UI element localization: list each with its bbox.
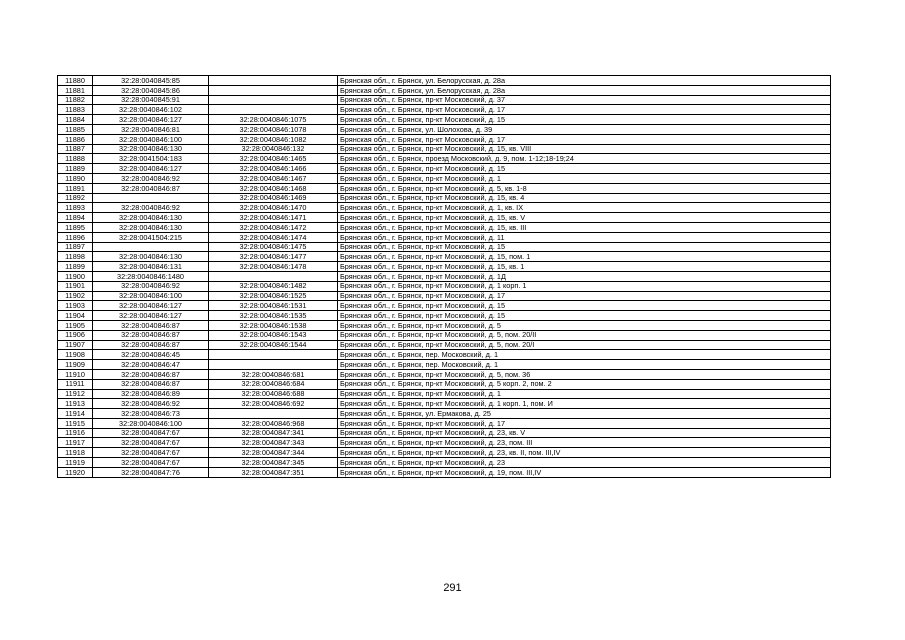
row-number-cell: 11902	[58, 291, 93, 301]
table-row	[58, 438, 831, 448]
related-cadastral-number-cell: 32:28:0040846:1465	[209, 154, 338, 164]
cadastral-number-cell: 32:28:0040846:92	[93, 173, 209, 183]
table-row	[58, 389, 831, 399]
address-cell: Брянская обл., г. Брянск, ул. Ермакова, д. 25	[338, 409, 831, 419]
table-row	[58, 213, 831, 223]
row-number-cell: 11899	[58, 262, 93, 272]
table-row	[58, 291, 831, 301]
address-cell: Брянская обл., г. Брянск, ул. Шолохова, д. 39	[338, 124, 831, 134]
table-row	[58, 242, 831, 252]
row-number-cell: 11894	[58, 213, 93, 223]
address-cell: Брянская обл., г. Брянск, пр-кт Московский, д. 1 корп. 1	[338, 281, 831, 291]
address-cell: Брянская обл., г. Брянск, пр-кт Московский, д. 19, пом. III,IV	[338, 467, 831, 477]
table-row	[58, 301, 831, 311]
related-cadastral-number-cell: 32:28:0040846:132	[209, 144, 338, 154]
related-cadastral-number-cell: 32:28:0040846:684	[209, 379, 338, 389]
cadastral-number-cell: 32:28:0040846:92	[93, 203, 209, 213]
related-cadastral-number-cell	[209, 409, 338, 419]
cadastral-number-cell: 32:28:0040846:102	[93, 105, 209, 115]
row-number-cell: 11913	[58, 399, 93, 409]
related-cadastral-number-cell: 32:28:0040847:351	[209, 467, 338, 477]
table-row	[58, 330, 831, 340]
address-cell: Брянская обл., г. Брянск, пр-кт Московский, д. 15	[338, 164, 831, 174]
table-row	[58, 183, 831, 193]
table-row	[58, 311, 831, 321]
table-row	[58, 281, 831, 291]
table-row	[58, 115, 831, 125]
table-row	[58, 360, 831, 370]
address-cell: Брянская обл., г. Брянск, проезд Московский, д. 9, пом. 1-12;18-19;24	[338, 154, 831, 164]
related-cadastral-number-cell	[209, 360, 338, 370]
address-cell: Брянская обл., г. Брянск, пр-кт Московский, д. 1Д	[338, 271, 831, 281]
row-number-cell: 11898	[58, 252, 93, 262]
related-cadastral-number-cell: 32:28:0040846:1468	[209, 183, 338, 193]
cadastral-number-cell: 32:28:0040846:100	[93, 134, 209, 144]
related-cadastral-number-cell: 32:28:0040846:1531	[209, 301, 338, 311]
cadastral-number-cell: 32:28:0040845:91	[93, 95, 209, 105]
row-number-cell: 11918	[58, 448, 93, 458]
address-cell: Брянская обл., г. Брянск, пр-кт Московский, д. 1	[338, 173, 831, 183]
related-cadastral-number-cell: 32:28:0040847:344	[209, 448, 338, 458]
related-cadastral-number-cell: 32:28:0040846:692	[209, 399, 338, 409]
table-row	[58, 271, 831, 281]
related-cadastral-number-cell	[209, 95, 338, 105]
row-number-cell: 11912	[58, 389, 93, 399]
related-cadastral-number-cell: 32:28:0040846:1482	[209, 281, 338, 291]
table-row	[58, 105, 831, 115]
address-cell: Брянская обл., г. Брянск, пр-кт Московский, д. 17	[338, 418, 831, 428]
address-cell: Брянская обл., г. Брянск, пр-кт Московский, д. 15, кв. VIII	[338, 144, 831, 154]
table-row	[58, 320, 831, 330]
cadastral-number-cell: 32:28:0040846:92	[93, 399, 209, 409]
related-cadastral-number-cell: 32:28:0040846:688	[209, 389, 338, 399]
related-cadastral-number-cell: 32:28:0040846:1471	[209, 213, 338, 223]
row-number-cell: 11880	[58, 76, 93, 86]
cadastral-number-cell: 32:28:0040846:81	[93, 124, 209, 134]
cadastral-number-cell: 32:28:0040846:87	[93, 330, 209, 340]
row-number-cell: 11883	[58, 105, 93, 115]
cadastral-number-cell: 32:28:0040846:87	[93, 369, 209, 379]
related-cadastral-number-cell: 32:28:0040846:1469	[209, 193, 338, 203]
table-row	[58, 409, 831, 419]
address-cell: Брянская обл., г. Брянск, пр-кт Московский, д. 11	[338, 232, 831, 242]
table-row	[58, 467, 831, 477]
address-cell: Брянская обл., г. Брянск, пр-кт Московский, д. 23, пом. III	[338, 438, 831, 448]
row-number-cell: 11889	[58, 164, 93, 174]
address-cell: Брянская обл., г. Брянск, пр-кт Московский, д. 5, пом. 20/I	[338, 340, 831, 350]
row-number-cell: 11884	[58, 115, 93, 125]
related-cadastral-number-cell: 32:28:0040846:1478	[209, 262, 338, 272]
cadastral-number-cell: 32:28:0040847:67	[93, 438, 209, 448]
cadastral-number-cell: 32:28:0041504:215	[93, 232, 209, 242]
row-number-cell: 11916	[58, 428, 93, 438]
address-cell: Брянская обл., г. Брянск, пр-кт Московский, д. 5	[338, 320, 831, 330]
table-row	[58, 203, 831, 213]
table-row	[58, 222, 831, 232]
row-number-cell: 11897	[58, 242, 93, 252]
cadastral-number-cell: 32:28:0041504:183	[93, 154, 209, 164]
address-cell: Брянская обл., г. Брянск, пр-кт Московский, д. 15	[338, 311, 831, 321]
table-row	[58, 428, 831, 438]
address-cell: Брянская обл., г. Брянск, пр-кт Московский, д. 17	[338, 291, 831, 301]
cadastral-number-cell	[93, 242, 209, 252]
address-cell: Брянская обл., г. Брянск, пр-кт Московский, д. 15, кв. 1	[338, 262, 831, 272]
row-number-cell: 11891	[58, 183, 93, 193]
related-cadastral-number-cell: 32:28:0040846:681	[209, 369, 338, 379]
related-cadastral-number-cell	[209, 85, 338, 95]
address-cell: Брянская обл., г. Брянск, пр-кт Московский, д. 37	[338, 95, 831, 105]
address-cell: Брянская обл., г. Брянск, пр-кт Московский, д. 23	[338, 458, 831, 468]
cadastral-number-cell: 32:28:0040846:130	[93, 144, 209, 154]
related-cadastral-number-cell: 32:28:0040846:1535	[209, 311, 338, 321]
cadastral-number-cell: 32:28:0040845:86	[93, 85, 209, 95]
table-row	[58, 252, 831, 262]
table-row	[58, 458, 831, 468]
related-cadastral-number-cell: 32:28:0040847:343	[209, 438, 338, 448]
cadastral-number-cell: 32:28:0040847:67	[93, 428, 209, 438]
row-number-cell: 11920	[58, 467, 93, 477]
related-cadastral-number-cell: 32:28:0040847:341	[209, 428, 338, 438]
row-number-cell: 11919	[58, 458, 93, 468]
row-number-cell: 11900	[58, 271, 93, 281]
cadastral-number-cell: 32:28:0040846:47	[93, 360, 209, 370]
related-cadastral-number-cell: 32:28:0040846:968	[209, 418, 338, 428]
cadastral-number-cell: 32:28:0040845:85	[93, 76, 209, 86]
related-cadastral-number-cell: 32:28:0040846:1544	[209, 340, 338, 350]
address-cell: Брянская обл., г. Брянск, пр-кт Московский, д. 15, кв. III	[338, 222, 831, 232]
cadastral-number-cell: 32:28:0040846:130	[93, 252, 209, 262]
table-row	[58, 399, 831, 409]
registry-table	[57, 75, 831, 478]
row-number-cell: 11909	[58, 360, 93, 370]
address-cell: Брянская обл., г. Брянск, ул. Белорусская, д. 28а	[338, 85, 831, 95]
row-number-cell: 11905	[58, 320, 93, 330]
table-row	[58, 95, 831, 105]
cadastral-number-cell: 32:28:0040847:76	[93, 467, 209, 477]
table-row	[58, 232, 831, 242]
row-number-cell: 11904	[58, 311, 93, 321]
related-cadastral-number-cell: 32:28:0040846:1078	[209, 124, 338, 134]
cadastral-number-cell: 32:28:0040846:127	[93, 301, 209, 311]
table-row	[58, 164, 831, 174]
address-cell: Брянская обл., г. Брянск, пр-кт Московский, д. 15	[338, 301, 831, 311]
address-cell: Брянская обл., г. Брянск, пр-кт Московский, д. 1, кв. IX	[338, 203, 831, 213]
table-row	[58, 369, 831, 379]
cadastral-number-cell: 32:28:0040846:87	[93, 320, 209, 330]
table-row	[58, 76, 831, 86]
row-number-cell: 11903	[58, 301, 93, 311]
address-cell: Брянская обл., г. Брянск, пр-кт Московский, д. 5, кв. 1-8	[338, 183, 831, 193]
table-row	[58, 144, 831, 154]
address-cell: Брянская обл., г. Брянск, пр-кт Московский, д. 17	[338, 105, 831, 115]
table-row	[58, 85, 831, 95]
cadastral-number-cell: 32:28:0040846:127	[93, 164, 209, 174]
row-number-cell: 11908	[58, 350, 93, 360]
cadastral-number-cell: 32:28:0040846:87	[93, 340, 209, 350]
related-cadastral-number-cell: 32:28:0040846:1525	[209, 291, 338, 301]
address-cell: Брянская обл., г. Брянск, пр-кт Московский, д. 15	[338, 242, 831, 252]
related-cadastral-number-cell: 32:28:0040846:1477	[209, 252, 338, 262]
related-cadastral-number-cell	[209, 271, 338, 281]
address-cell: Брянская обл., г. Брянск, пр-кт Московский, д. 1 корп. 1, пом. И	[338, 399, 831, 409]
address-cell: Брянская обл., г. Брянск, пер. Московский, д. 1	[338, 350, 831, 360]
address-cell: Брянская обл., г. Брянск, пр-кт Московский, д. 15, кв. V	[338, 213, 831, 223]
related-cadastral-number-cell: 32:28:0040846:1543	[209, 330, 338, 340]
row-number-cell: 11885	[58, 124, 93, 134]
row-number-cell: 11895	[58, 222, 93, 232]
row-number-cell: 11890	[58, 173, 93, 183]
address-cell: Брянская обл., г. Брянск, пр-кт Московский, д. 15, пом. 1	[338, 252, 831, 262]
address-cell: Брянская обл., г. Брянск, пр-кт Московский, д. 15	[338, 115, 831, 125]
table-row	[58, 448, 831, 458]
address-cell: Брянская обл., г. Брянск, пр-кт Московский, д. 5, пом. 20/II	[338, 330, 831, 340]
table-row	[58, 379, 831, 389]
cadastral-number-cell: 32:28:0040846:131	[93, 262, 209, 272]
row-number-cell: 11893	[58, 203, 93, 213]
table-row	[58, 350, 831, 360]
row-number-cell: 11896	[58, 232, 93, 242]
address-cell: Брянская обл., г. Брянск, пер. Московский, д. 1	[338, 360, 831, 370]
cadastral-number-cell: 32:28:0040847:67	[93, 448, 209, 458]
table-row	[58, 124, 831, 134]
cadastral-number-cell: 32:28:0040846:73	[93, 409, 209, 419]
cadastral-number-cell: 32:28:0040846:100	[93, 418, 209, 428]
address-cell: Брянская обл., г. Брянск, ул. Белорусская, д. 28а	[338, 76, 831, 86]
related-cadastral-number-cell: 32:28:0040847:345	[209, 458, 338, 468]
row-number-cell: 11892	[58, 193, 93, 203]
address-cell: Брянская обл., г. Брянск, пр-кт Московский, д. 23, кв. II, пом. III,IV	[338, 448, 831, 458]
address-cell: Брянская обл., г. Брянск, пр-кт Московский, д. 15, кв. 4	[338, 193, 831, 203]
related-cadastral-number-cell: 32:28:0040846:1082	[209, 134, 338, 144]
related-cadastral-number-cell: 32:28:0040846:1467	[209, 173, 338, 183]
cadastral-number-cell: 32:28:0040846:100	[93, 291, 209, 301]
row-number-cell: 11901	[58, 281, 93, 291]
cadastral-number-cell: 32:28:0040846:87	[93, 183, 209, 193]
cadastral-number-cell: 32:28:0040846:87	[93, 379, 209, 389]
cadastral-number-cell	[93, 193, 209, 203]
related-cadastral-number-cell	[209, 105, 338, 115]
row-number-cell: 11910	[58, 369, 93, 379]
related-cadastral-number-cell: 32:28:0040846:1470	[209, 203, 338, 213]
cadastral-number-cell: 32:28:0040846:127	[93, 311, 209, 321]
related-cadastral-number-cell: 32:28:0040846:1538	[209, 320, 338, 330]
row-number-cell: 11887	[58, 144, 93, 154]
related-cadastral-number-cell: 32:28:0040846:1472	[209, 222, 338, 232]
related-cadastral-number-cell: 32:28:0040846:1475	[209, 242, 338, 252]
related-cadastral-number-cell	[209, 76, 338, 86]
related-cadastral-number-cell: 32:28:0040846:1474	[209, 232, 338, 242]
address-cell: Брянская обл., г. Брянск, пр-кт Московский, д. 1	[338, 389, 831, 399]
row-number-cell: 11906	[58, 330, 93, 340]
table-row	[58, 193, 831, 203]
address-cell: Брянская обл., г. Брянск, пр-кт Московский, д. 17	[338, 134, 831, 144]
row-number-cell: 11881	[58, 85, 93, 95]
table-row	[58, 418, 831, 428]
related-cadastral-number-cell	[209, 350, 338, 360]
address-cell: Брянская обл., г. Брянск, пр-кт Московский, д. 5, пом. 36	[338, 369, 831, 379]
related-cadastral-number-cell: 32:28:0040846:1466	[209, 164, 338, 174]
row-number-cell: 11888	[58, 154, 93, 164]
address-cell: Брянская обл., г. Брянск, пр-кт Московский, д. 23, кв. V	[338, 428, 831, 438]
table-row	[58, 262, 831, 272]
table-row	[58, 134, 831, 144]
cadastral-number-cell: 32:28:0040846:89	[93, 389, 209, 399]
related-cadastral-number-cell: 32:28:0040846:1075	[209, 115, 338, 125]
cadastral-number-cell: 32:28:0040846:45	[93, 350, 209, 360]
registry-table-body	[58, 76, 831, 478]
address-cell: Брянская обл., г. Брянск, пр-кт Московский, д. 5 корп. 2, пом. 2	[338, 379, 831, 389]
row-number-cell: 11915	[58, 418, 93, 428]
cadastral-number-cell: 32:28:0040846:130	[93, 213, 209, 223]
cadastral-number-cell: 32:28:0040846:127	[93, 115, 209, 125]
row-number-cell: 11882	[58, 95, 93, 105]
row-number-cell: 11886	[58, 134, 93, 144]
cadastral-number-cell: 32:28:0040847:67	[93, 458, 209, 468]
table-row	[58, 340, 831, 350]
cadastral-number-cell: 32:28:0040846:1480	[93, 271, 209, 281]
row-number-cell: 11907	[58, 340, 93, 350]
row-number-cell: 11914	[58, 409, 93, 419]
cadastral-number-cell: 32:28:0040846:92	[93, 281, 209, 291]
row-number-cell: 11917	[58, 438, 93, 448]
cadastral-number-cell: 32:28:0040846:130	[93, 222, 209, 232]
page-number: 291	[443, 582, 462, 594]
table-row	[58, 173, 831, 183]
row-number-cell: 11911	[58, 379, 93, 389]
table-row	[58, 154, 831, 164]
